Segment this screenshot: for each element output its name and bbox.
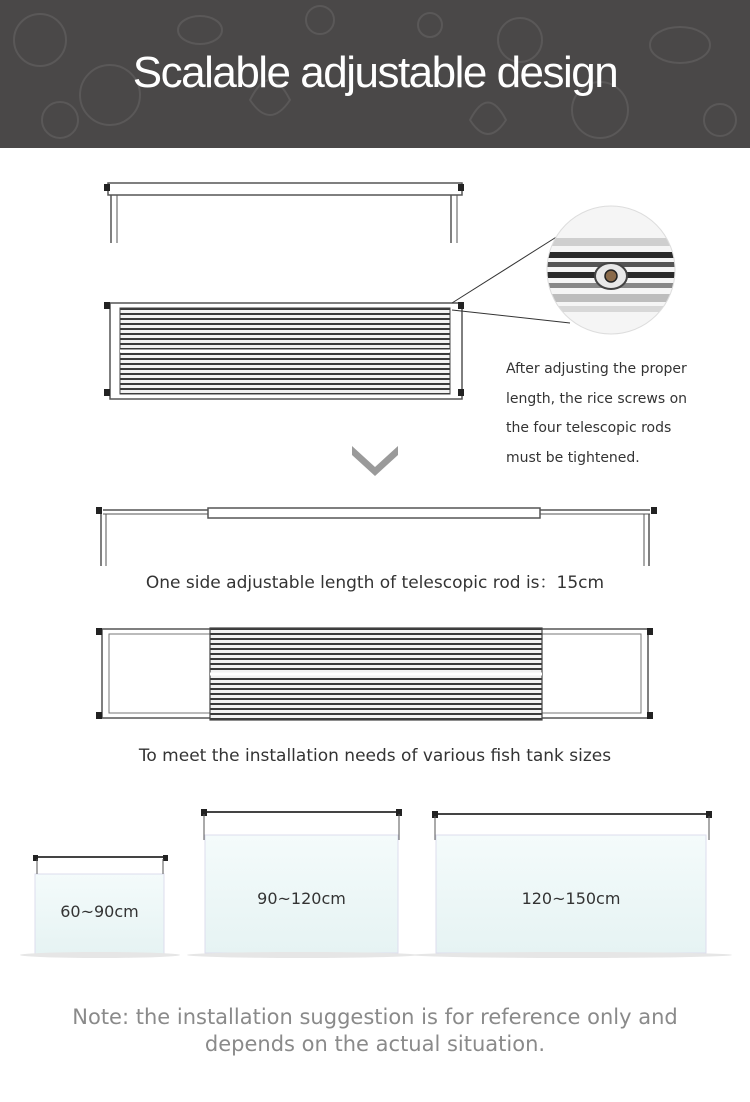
note-line: must be tightened. xyxy=(506,449,640,466)
telescopic-caption: One side adjustable length of telescopic rod is：15cm xyxy=(145,573,605,593)
tank-size-label: 90~120cm xyxy=(257,889,346,908)
tank-size-label: 60~90cm xyxy=(60,902,139,921)
note-line: length, the rice screws on xyxy=(506,390,688,407)
footer-line: depends on the actual situation. xyxy=(204,1032,546,1056)
zoom-callout-line xyxy=(452,236,558,303)
note-line: After adjusting the proper xyxy=(506,361,687,377)
chevron-down-icon xyxy=(352,446,398,476)
light-side-view xyxy=(104,183,464,243)
install-caption: To meet the installation needs of various fish tank sizes xyxy=(138,746,612,766)
light-top-view-retracted xyxy=(104,302,464,399)
rice-screw-zoom xyxy=(540,206,690,334)
light-top-view-extended xyxy=(96,628,653,720)
page-title: Scalable adjustable design xyxy=(132,48,618,97)
screw-tightening-note xyxy=(506,355,706,473)
tank-large xyxy=(412,811,732,958)
reference-note xyxy=(40,1004,710,1058)
tank-size-label: 120~150cm xyxy=(521,889,621,908)
zoom-callout-line xyxy=(452,310,570,323)
light-side-view-extended xyxy=(96,507,657,566)
tank-medium xyxy=(187,809,417,958)
note-line: the four telescopic rods xyxy=(506,420,672,436)
footer-line: Note: the installation suggestion is for reference only and xyxy=(72,1005,678,1029)
